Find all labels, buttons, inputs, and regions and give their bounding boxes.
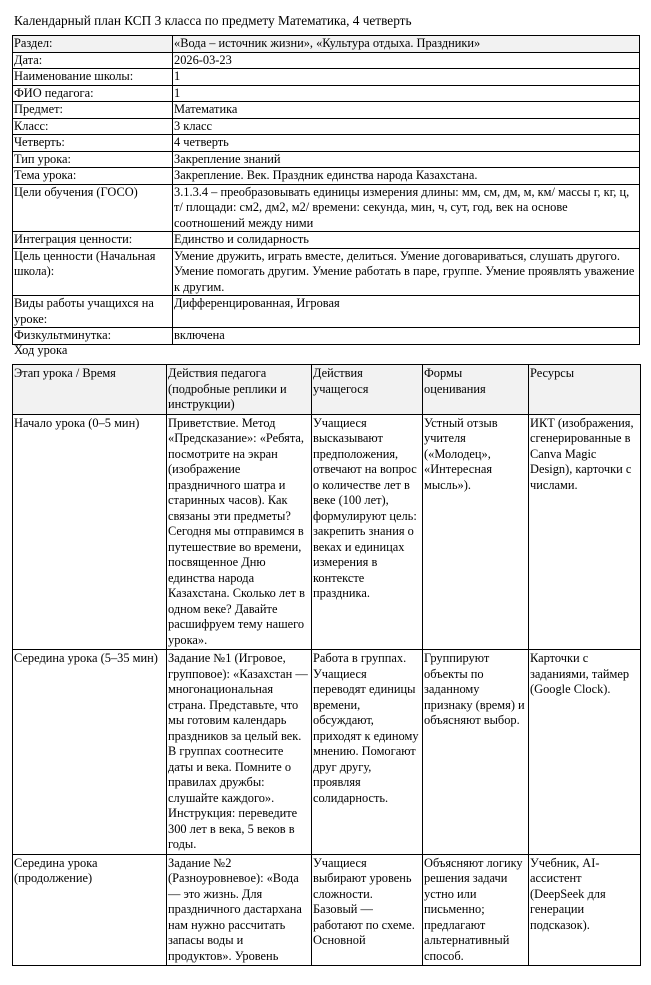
assessment-cell: Устный отзыв учителя («Молодец», «Интересная мысль»). [423, 414, 529, 650]
info-value: 1 [173, 69, 640, 86]
info-row-section [13, 36, 640, 53]
info-value: Умение дружить, играть вместе, делиться. Умение договариваться, слушать другого. Умение помогать другим. Умение работать в паре, группе. Умение проявлять уважение к другим. [173, 248, 640, 296]
resources-cell: ИКТ (изображения, сгенерированные в Canva Magic Design), карточки с числами. [529, 414, 641, 650]
plan-row [13, 854, 641, 966]
stage-cell: Начало урока (0–5 мин) [13, 414, 167, 650]
plan-header-row [13, 365, 641, 415]
info-value: Математика [173, 102, 640, 119]
info-row-work-types [13, 296, 640, 328]
info-label: Тип урока: [13, 151, 173, 168]
column-header-stage: Этап урока / Время [13, 365, 167, 415]
info-label: Интеграция ценности: [13, 232, 173, 249]
info-value: Единство и солидарность [173, 232, 640, 249]
info-value: «Вода – источник жизни», «Культура отдыха. Праздники» [173, 36, 640, 53]
info-row-grade [13, 118, 640, 135]
info-row-value-integration [13, 232, 640, 249]
info-value: 4 четверть [173, 135, 640, 152]
info-value: 3.1.3.4 – преобразовывать единицы измерения длины: мм, см, дм, м, км/ массы г, кг, ц, т/ площади: см2, дм2, м2/ времени: секунда, мин, ч, сут, год, век на основе соотношений между ними [173, 184, 640, 232]
info-label: Цели обучения (ГОСО) [13, 184, 173, 232]
section-heading: Ход урока [14, 343, 68, 357]
info-label: Дата: [13, 52, 173, 69]
info-label: Физкультминутка: [13, 328, 173, 345]
info-label: Наименование школы: [13, 69, 173, 86]
document-title: Календарный план КСП 3 класса по предмету Математика, 4 четверть [14, 13, 412, 28]
stage-cell: Середина урока (продолжение) [13, 854, 167, 966]
info-value: включена [173, 328, 640, 345]
info-value: 2026-03-23 [173, 52, 640, 69]
info-value: Закрепление знаний [173, 151, 640, 168]
resources-cell: Карточки с заданиями, таймер (Google Clock). [529, 650, 641, 855]
column-header-assessment: Формы оценивания [423, 365, 529, 415]
info-row-lesson-type [13, 151, 640, 168]
info-label: Тема урока: [13, 168, 173, 185]
teacher-actions-cell: Задание №2 (Разноуровневое): «Вода — это жизнь. Для праздничного дастархана нам нужно рассчитать запасы воды и продуктов». Уровень [167, 854, 312, 966]
info-value: 1 [173, 85, 640, 102]
info-row-learning-goals [13, 184, 640, 232]
info-value: Закрепление. Век. Праздник единства народа Казахстана. [173, 168, 640, 185]
info-row-exercise-break [13, 328, 640, 345]
lesson-plan-table [12, 364, 641, 966]
info-label: Раздел: [13, 36, 173, 53]
teacher-actions-cell: Задание №1 (Игровое, групповое): «Казахстан — многонациональная страна. Представьте, что мы готовим календарь праздников за целый век. В группах соотнесите даты и века. Помните о правилах дружбы: слушайте каждого». Инструкция: переведите 300 лет в века, 5 веков в годы. [167, 650, 312, 855]
column-header-teacher: Действия педагога (подробные реплики и инструкции) [167, 365, 312, 415]
info-label: Четверть: [13, 135, 173, 152]
info-row-school [13, 69, 640, 86]
info-row-topic [13, 168, 640, 185]
student-actions-cell: Учащиеся высказывают предположения, отвечают на вопрос о количестве лет в веке (100 лет), формулируют цель: закрепить знания о веках и единицах измерения в контексте праздника. [312, 414, 423, 650]
stage-cell: Середина урока (5–35 мин) [13, 650, 167, 855]
info-label: Виды работы учащихся на уроке: [13, 296, 173, 328]
info-value: 3 класс [173, 118, 640, 135]
info-row-subject [13, 102, 640, 119]
info-row-quarter [13, 135, 640, 152]
info-label: Предмет: [13, 102, 173, 119]
resources-cell: Учебник, AI-ассистент (DeepSeek для генерации подсказок). [529, 854, 641, 966]
student-actions-cell: Работа в группах. Учащиеся переводят единицы времени, обсуждают, приходят к единому мнению. Помогают друг другу, проявляя солидарность. [312, 650, 423, 855]
assessment-cell: Объясняют логику решения задачи устно или письменно; предлагают альтернативный способ. [423, 854, 529, 966]
lesson-info-table [12, 35, 640, 345]
info-label: Класс: [13, 118, 173, 135]
plan-row [13, 414, 641, 650]
info-value: Дифференцированная, Игровая [173, 296, 640, 328]
info-label: Цель ценности (Начальная школа): [13, 248, 173, 296]
teacher-actions-cell: Приветствие. Метод «Предсказание»: «Ребята, посмотрите на экран (изображение праздничного шатра и старинных часов). Как связаны эти предметы? Сегодня мы отправимся в путешествие во времени, посвященное Дню единства народа Казахстана. Сколько лет в одном веке? Давайте расшифруем тему нашего урока». [167, 414, 312, 650]
info-row-teacher [13, 85, 640, 102]
column-header-resources: Ресурсы [529, 365, 641, 415]
column-header-student: Действия учащегося [312, 365, 423, 415]
info-label: ФИО педагога: [13, 85, 173, 102]
student-actions-cell: Учащиеся выбирают уровень сложности. Базовый — работают по схеме. Основной [312, 854, 423, 966]
info-row-value-goal [13, 248, 640, 296]
info-row-date [13, 52, 640, 69]
plan-row [13, 650, 641, 855]
assessment-cell: Группируют объекты по заданному признаку (время) и объясняют выбор. [423, 650, 529, 855]
